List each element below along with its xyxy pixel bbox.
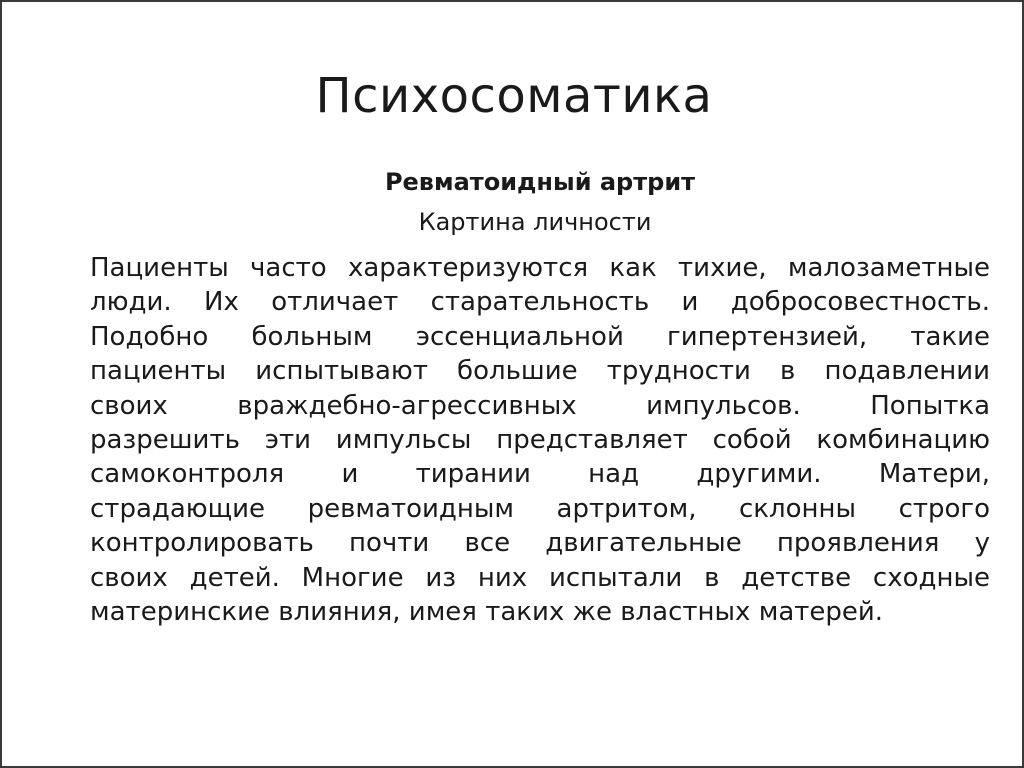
- paragraph-line: люди. Их отличает старательность и добросовестность.: [90, 287, 990, 318]
- body-paragraph: [90, 251, 990, 629]
- paragraph-line: разрешить эти импульсы представляет собой комбинацию: [90, 425, 990, 456]
- paragraph-line: Подобно больным эссенциальной гипертензией, такие: [90, 321, 990, 352]
- paragraph-line: пациенты испытывают большие трудности в подавлении: [90, 356, 990, 387]
- paragraph-line: контролировать почти все двигательные проявления у: [90, 528, 990, 559]
- paragraph-line: Пациенты часто характеризуются как тихие, малозаметные: [90, 253, 990, 283]
- slide-caption: Картина личности: [418, 208, 652, 236]
- slide-title: Психосоматика: [315, 68, 713, 124]
- paragraph-line: своих детей. Многие из них испытали в детстве сходные: [90, 562, 990, 593]
- slide-subtitle: Ревматоидный артрит: [384, 168, 696, 196]
- paragraph-line: самоконтроля и тирании над другими. Матери,: [90, 459, 990, 490]
- paragraph-line: страдающие ревматоидным артритом, склонны строго: [90, 493, 990, 524]
- paragraph-line: своих враждебно-агрессивных импульсов. Попытка: [90, 390, 990, 421]
- paragraph-line: материнские влияния, имея таких же властных матерей.: [90, 597, 884, 628]
